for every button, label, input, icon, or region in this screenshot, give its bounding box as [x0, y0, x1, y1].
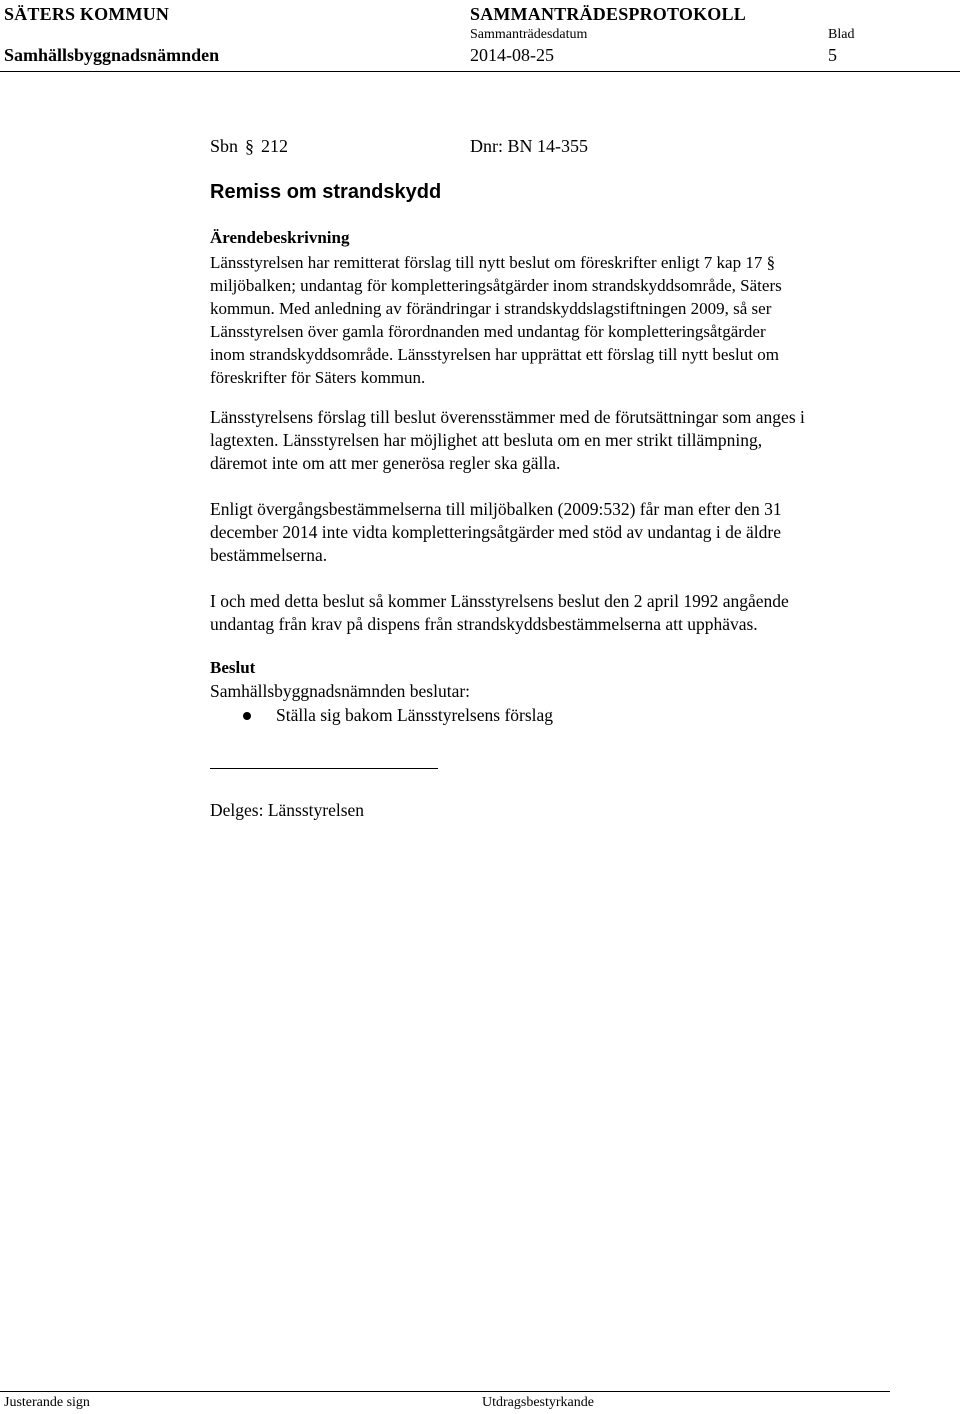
- section-prefix: Sbn: [210, 136, 239, 156]
- text-line: Länsstyrelsen över gamla förordnanden med undantag för kompletteringsåtgärder: [210, 322, 766, 341]
- decision-intro: Samhällsbyggnadsnämnden beslutar:: [210, 681, 471, 701]
- document-type: SAMMANTRÄDESPROTOKOLL: [470, 4, 746, 24]
- separator-line: [210, 768, 438, 769]
- text-line: lagtexten. Länsstyrelsen har möjlighet att besluta om en mer strikt tillämpning,: [210, 430, 763, 450]
- description-paragraph-2: [210, 406, 882, 475]
- footer-certification-label: Utdragsbestyrkande: [482, 1395, 594, 1410]
- text-line: Länsstyrelsen har remitterat förslag till nytt beslut om föreskrifter enligt 7 kap 17 §: [210, 253, 776, 272]
- case-title: Remiss om strandskydd: [210, 181, 442, 203]
- page-label: Blad: [828, 27, 855, 42]
- section-value: 212: [261, 136, 289, 156]
- text-line: miljöbalken; undantag för kompletteringsåtgärder inom strandskyddsområde, Säters: [210, 276, 782, 295]
- description-paragraph-3: [210, 498, 882, 567]
- text-line: undantag från krav på dispens från strandskyddsbestämmelserna att upphävas.: [210, 614, 758, 634]
- page-number: 5: [828, 45, 837, 65]
- committee-name: Samhällsbyggnadsnämnden: [4, 45, 220, 65]
- text-line: I och med detta beslut så kommer Länsstyrelsens beslut den 2 april 1992 angående: [210, 591, 789, 611]
- text-line: kommun. Med anledning av förändringar i strandskyddslagstiftningen 2009, så ser: [210, 299, 772, 318]
- distribution-line: Delges: Länsstyrelsen: [210, 800, 365, 820]
- text-line: bestämmelserna.: [210, 545, 328, 565]
- footer-divider: [0, 1391, 890, 1392]
- text-line: inom strandskyddsområde. Länsstyrelsen har upprättat ett förslag till nytt beslut om: [210, 345, 779, 364]
- footer-initials-label: Justerande sign: [4, 1395, 90, 1410]
- meeting-date-label: Sammanträdesdatum: [470, 27, 588, 42]
- case-reference: Dnr: BN 14-355: [470, 136, 588, 156]
- bullet-icon: [243, 712, 251, 720]
- organization-name: SÄTERS KOMMUN: [4, 4, 170, 24]
- text-line: däremot inte om att mer generösa regler ska gälla.: [210, 453, 561, 473]
- text-line: december 2014 inte vidta kompletteringsåtgärder med stöd av undantag i de äldre: [210, 522, 781, 542]
- description-paragraph-1: [210, 251, 882, 389]
- text-line: Länsstyrelsens förslag till beslut överensstämmer med de förutsättningar som anges i: [210, 407, 805, 427]
- decision-bullet: Ställa sig bakom Länsstyrelsens förslag: [276, 705, 554, 725]
- section-number: [210, 136, 288, 157]
- text-line: Enligt övergångsbestämmelserna till miljöbalken (2009:532) får man efter den 31: [210, 499, 782, 519]
- section-symbol: §: [245, 136, 255, 156]
- description-heading: Ärendebeskrivning: [210, 228, 350, 247]
- header-divider: [0, 71, 960, 72]
- text-line: föreskrifter för Säters kommun.: [210, 368, 426, 387]
- description-paragraph-4: [210, 590, 882, 636]
- meeting-date: 2014-08-25: [470, 45, 554, 65]
- decision-heading: Beslut: [210, 658, 256, 677]
